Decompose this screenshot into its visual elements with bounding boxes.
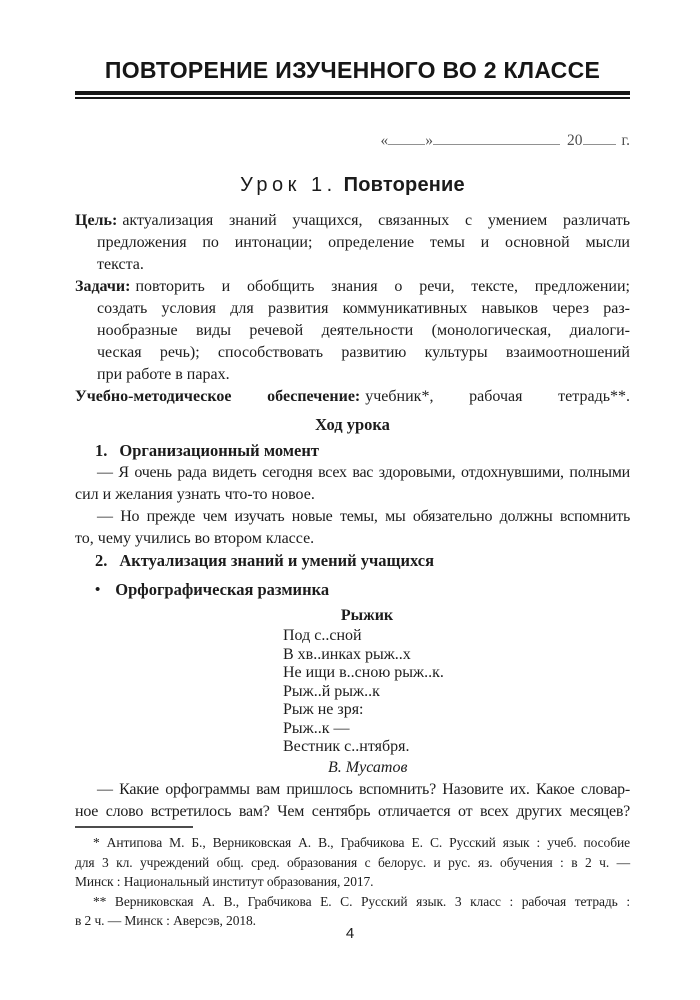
poem-line: Рыж не зря: xyxy=(283,701,364,718)
date-quote-open: « xyxy=(380,131,389,149)
lesson-title xyxy=(75,174,630,197)
date-fill-in-line xyxy=(75,131,630,152)
paragraph-line: — Я очень рада видеть сегодня всех вас здоровыми, отдохнувшими, полными xyxy=(97,463,630,481)
tasks-line: при работе в парах. xyxy=(97,365,230,383)
poem-line: Рыж..й рыж..к xyxy=(283,682,380,700)
goal-paragraph xyxy=(75,210,630,276)
section-heading-1 xyxy=(75,440,630,462)
section-heading-2 xyxy=(75,550,630,572)
tasks-paragraph xyxy=(75,276,630,386)
date-blank-month xyxy=(433,131,560,145)
date-year-suffix: г. xyxy=(621,131,630,149)
goal-line-text: актуализация знаний учащихся, связанных с умением различать xyxy=(122,211,630,229)
course-heading: Ход урока xyxy=(315,414,390,434)
org-paragraph xyxy=(75,462,630,506)
tasks-line: нообразные виды речевой деятельности (монологическая, диалоги- xyxy=(97,321,630,339)
lesson-content xyxy=(75,210,630,931)
tasks-label: Задачи: xyxy=(75,277,131,295)
chapter-heading: ПОВТОРЕНИЕ ИЗУЧЕННОГО ВО 2 КЛАССЕ xyxy=(104,57,601,83)
date-quote-close: » xyxy=(425,131,434,149)
question-line: ное слово встретилось вам? Чем сентябрь отличается от всех других месяцев? xyxy=(75,802,630,820)
footnote-separator xyxy=(75,826,193,828)
goal-label: Цель: xyxy=(75,211,118,229)
bullet-icon: • xyxy=(95,581,101,598)
paragraph-line: — Но прежде чем изучать новые темы, мы обязательно должны вспомнить xyxy=(97,507,630,525)
date-blank-day xyxy=(388,131,425,145)
chapter-divider xyxy=(75,91,630,99)
materials-label: Учебно-методическое обеспечение: xyxy=(75,387,361,405)
tasks-line: создать условия для развития коммуникативных навыков через раз- xyxy=(97,299,630,317)
tasks-line xyxy=(75,276,630,298)
poem-author: В. Мусатов xyxy=(328,758,408,776)
paragraph-line: то, чему учились во втором классе. xyxy=(75,529,315,547)
warmup-item xyxy=(75,579,630,602)
section-title: Организационный момент xyxy=(119,440,319,460)
page-number: 4 xyxy=(345,925,355,942)
divider-thick-line xyxy=(75,91,630,95)
poem-line: Рыж..к — xyxy=(283,719,350,737)
date-century: 20 xyxy=(567,131,583,149)
page-body xyxy=(75,0,630,931)
footnote-line: Минск : Национальный институт образования, 2017. xyxy=(75,874,374,889)
warmup-title: Орфографическая разминка xyxy=(115,579,330,599)
question-line: — Какие орфограммы вам пришлось вспомнить? Назовите их. Какое словар- xyxy=(97,781,630,798)
question-paragraph xyxy=(75,779,630,822)
goal-line: текста. xyxy=(97,255,144,273)
goal-line xyxy=(75,210,630,232)
footnote xyxy=(75,833,630,892)
poem xyxy=(283,607,473,778)
date-blank-year xyxy=(583,131,616,145)
org-paragraph xyxy=(75,506,630,550)
section-number: 2. xyxy=(95,550,108,570)
footnotes xyxy=(75,826,630,931)
lesson-name: Повторение xyxy=(343,173,465,196)
poem-title: Рыжик xyxy=(340,606,394,624)
materials-text: учебник*, рабочая тетрадь**. xyxy=(365,387,630,405)
footnote-line: в 2 ч. — Минск : Аверсэв, 2018. xyxy=(75,913,256,928)
tasks-line: ческая речь); способствовать развитию культуры взаимоотношений xyxy=(97,343,630,361)
poem-line: Вестник с..нтября. xyxy=(283,738,410,755)
footnote-line: ** Верниковская А. В., Грабчикова Е. С. Русский язык. 3 класс : рабочая тетрадь : xyxy=(93,893,630,909)
tasks-line-text: повторить и обобщить знания о речи, тексте, предложении; xyxy=(135,277,630,295)
goal-line: предложения по интонации; определение темы и основной мысли xyxy=(97,233,630,251)
section-title: Актуализация знаний и умений учащихся xyxy=(119,550,434,570)
section-number: 1. xyxy=(95,440,108,460)
lesson-number: Урок 1. xyxy=(240,173,337,196)
materials-line xyxy=(75,386,630,408)
footnote-line: для 3 кл. учреждений общ. сред. образования с белорус. и рус. яз. обучения : в 2 ч. — xyxy=(75,854,630,870)
poem-line: Под с..сной xyxy=(283,627,362,644)
poem-line: Не ищи в..сною рыж..к. xyxy=(283,664,444,681)
footnote-line: * Антипова М. Б., Верниковская А. В., Грабчикова Е. С. Русский язык : учеб. пособие xyxy=(93,835,630,850)
divider-thin-line xyxy=(75,97,630,99)
poem-line: В хв..инках рыж..х xyxy=(283,645,411,663)
paragraph-line: сил и желания узнать что-то новое. xyxy=(75,485,315,503)
